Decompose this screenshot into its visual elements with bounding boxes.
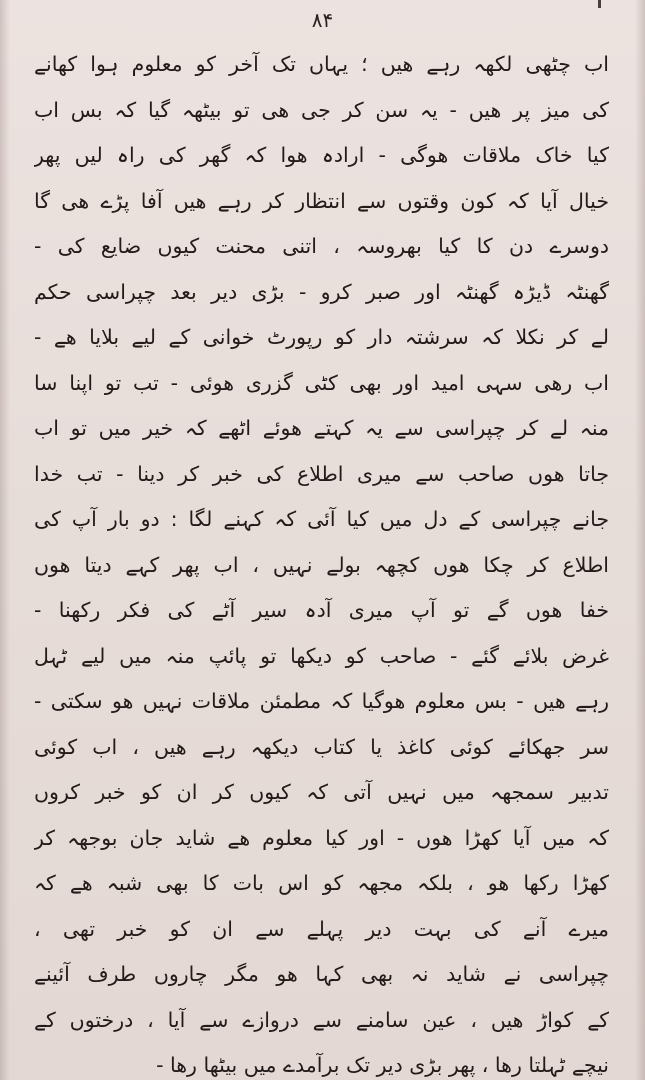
text-line: اب رھی سہی امید اور بھی کٹی گزری ھوئی - تب تو اپنا سا — [34, 370, 609, 395]
right-page-edge — [635, 0, 645, 1080]
text-line: دوسرے دن کا کیا بھروسہ ، اتنی محنت کیوں ضایع کی - — [34, 234, 609, 258]
text-line: جانے چپراسی کے دل میں کیا آئی کہ کہنے لگا : دو بار آپ کی — [34, 507, 609, 531]
text-line: کیا خاک ملاقات ھوگی - ارادہ ھوا کہ گھر کی راہ لیں پھر — [34, 143, 609, 167]
text-line: غرض بلائے گئے - صاحب کو دیکھا تو پائپ منہ میں لیے ٹہل — [34, 643, 609, 668]
left-page-edge — [0, 0, 10, 1080]
body-text — [34, 42, 609, 1080]
text-line: سر جھکائے کوئی کاغذ یا کتاب دیکھہ رہے ھیں ، اب کوئی — [34, 734, 609, 759]
text-line: تدبیر سمجھہ میں نہیں آتی کہ کیوں کر ان کو خبر کروں — [34, 780, 609, 804]
text-line: نیچے ٹہلتا رھا ، پھر بڑی دیر تک برآمدے میں بیٹھا رھا - — [156, 1053, 609, 1077]
text-line: منہ لے کر چپراسی سے یہ کہتے ھوئے اٹھے کہ خیر میں تو اب — [34, 416, 609, 440]
corner-mark — [598, 0, 601, 8]
page-number: ۸۴ — [311, 8, 334, 32]
text-line: میرے آنے کی بہت دیر پہلے سے ان کو خبر تھی ، — [34, 916, 609, 941]
text-line: جاتا ھوں صاحب سے میری اطلاع کی خبر کر دینا - تب خدا — [34, 461, 609, 486]
text-line: خیال آیا کہ کون وقتوں سے انتظار کر رہے ھیں آفا پڑے ھی گا — [34, 188, 609, 213]
text-line: اب چٹھی لکھہ رہے ھیں ؛ یہاں تک آخر کو معلوم ہوا کھانے — [34, 52, 609, 76]
text-line: لے کر نکلا کہ سرشتہ دار کو رپورٹ خوانی کے لیے بلایا ھے - — [34, 325, 609, 349]
text-line: کھڑا رکھا ھو ، بلکہ مجھہ کو اس بات کا بھی شبہ ھے کہ — [34, 871, 609, 895]
text-line: رہے ھیں - بس معلوم ھوگیا کہ مطمئن ملاقات نہیں ھو سکتی - — [34, 689, 609, 713]
text-line: کہ میں آیا کھڑا ھوں - اور کیا معلوم ھے شاید جان بوجھہ کر — [34, 825, 609, 850]
text-line: چپراسی نے شاید نہ بھی کہا ھو مگر چاروں طرف آئینے — [34, 962, 609, 986]
text-line: گھنٹہ ڈیڑہ گھنٹہ اور صبر کرو - بڑی دیر بعد چپراسی حکم — [34, 279, 609, 304]
text-line: کی میز پر ھیں - یہ سن کر جی ھی تو بیٹھہ گیا کہ بس اب — [34, 97, 609, 122]
text-line: خفا ھوں گے تو آپ میری آدہ سیر آٹے کی فکر رکھنا - — [34, 598, 609, 622]
text-line: کے کواڑ ھیں ، عین سامنے سے دروازے سے آیا ، درختوں کے — [34, 1007, 609, 1032]
text-line: اطلاع کر چکا ھوں کچھہ بولے نہیں ، اب پھر کہے دیتا ھوں — [34, 552, 609, 577]
